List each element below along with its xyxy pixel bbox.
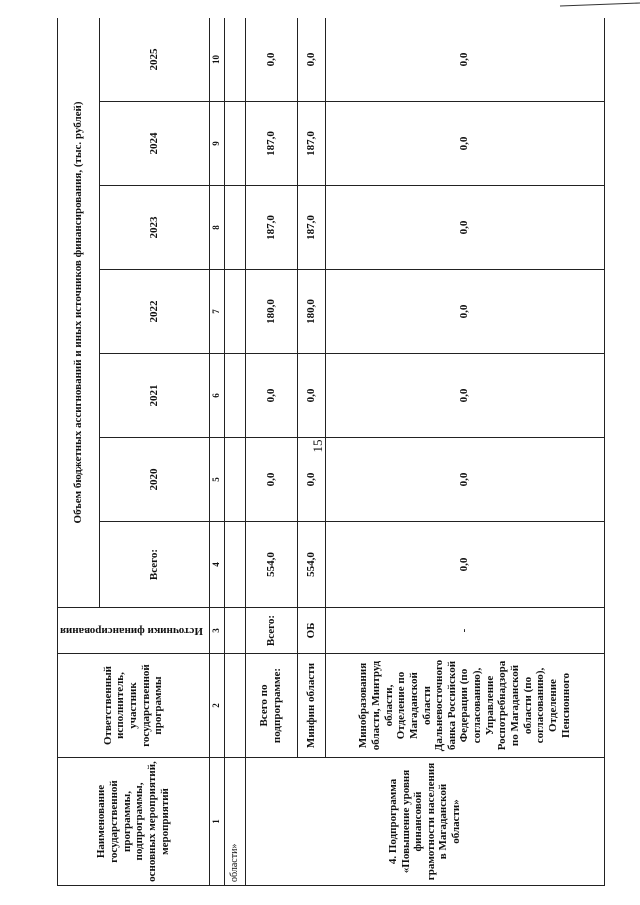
scan-edge-mark [0,0,640,12]
header-year-2023: 2023 [100,186,210,270]
header-name: Наименование государственной программы, подпрограммы, основных мероприятий, мероприятий [58,758,210,886]
ob-value-2020: 0,0 [297,438,325,522]
financing-table [57,18,605,886]
ob-executor: Минфин области [297,654,325,758]
header-source [58,608,210,654]
ob-value-2024: 187,0 [297,102,325,186]
subprogram-value-2021: 0,0 [325,354,604,438]
column-number: 9 [209,102,224,186]
header-executor: Ответственный исполнитель, участник государственной программы [58,654,210,758]
total-value-2021: 0,0 [245,354,297,438]
rotated-table-area [57,18,605,886]
subprogram-value-2022: 0,0 [325,270,604,354]
header-total: Всего: [100,522,210,608]
header-year-2022: 2022 [100,270,210,354]
header-source-text: Источники финансирования [60,624,203,637]
subprogram-name: 4. Подпрограмма «Повышение уровня финансовой грамотности населения в Магаданской области» [245,758,604,886]
ob-value-2023: 187,0 [297,186,325,270]
column-number: 8 [209,186,224,270]
column-number: 5 [209,438,224,522]
total-source: Всего: [245,608,297,654]
header-year-2025: 2025 [100,18,210,102]
subprogram-value-2024: 0,0 [325,102,604,186]
column-number: 1 [209,758,224,886]
continuation-row [224,18,245,886]
ob-value-2022: 180,0 [297,270,325,354]
subprogram-executor: Минобразования области, Минтруд области, Отделение по Магаданской области Дальневосточного банка Российской Федерации (по согласованию), Управление Роспотребнадзора по Магаданской области (по согласованию), Отделение Пенсионного [325,654,604,758]
total-value-2022: 180,0 [245,270,297,354]
total-value-2024: 187,0 [245,102,297,186]
page-number: 15 [310,439,325,453]
table-row-ob [297,18,325,886]
ob-value-2021: 0,0 [297,354,325,438]
column-number: 10 [209,18,224,102]
continuation-text: области» [224,758,245,886]
ob-source: ОБ [297,608,325,654]
column-number: 2 [209,654,224,758]
total-value: 554,0 [245,522,297,608]
header-year-2020: 2020 [100,438,210,522]
column-number: 3 [209,608,224,654]
subprogram-source: - [325,608,604,654]
table-row-subprogram [325,18,604,886]
header-year-2021: 2021 [100,354,210,438]
ob-value-2025: 0,0 [297,18,325,102]
total-value-2025: 0,0 [245,18,297,102]
total-value-2020: 0,0 [245,438,297,522]
subprogram-value-2020: 0,0 [325,438,604,522]
column-number-row [209,18,224,886]
column-number: 7 [209,270,224,354]
table-row-total [245,18,297,886]
column-number: 6 [209,354,224,438]
subprogram-value-2025: 0,0 [325,18,604,102]
header-funding-group: Объем бюджетных ассигнований и иных источников финансирования, (тыс. рублей) [58,18,100,608]
subprogram-value: 0,0 [325,522,604,608]
ob-value: 554,0 [297,522,325,608]
total-executor: Всего по подпрограмме: [245,654,297,758]
column-number: 4 [209,522,224,608]
subprogram-value-2023: 0,0 [325,186,604,270]
header-year-2024: 2024 [100,102,210,186]
total-value-2023: 187,0 [245,186,297,270]
